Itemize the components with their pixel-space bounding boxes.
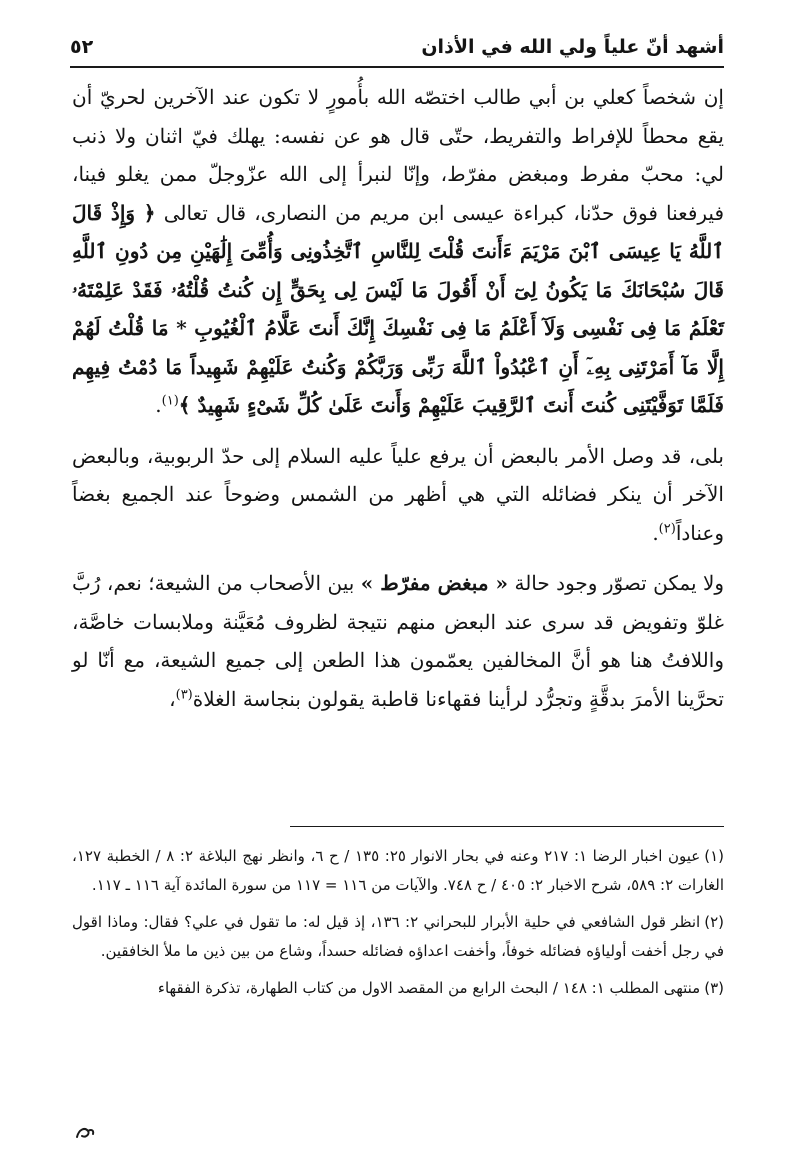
paragraph-3-before: ولا يمكن تصوّر وجود حالة [514, 571, 725, 595]
footnote-text: انظر قول الشافعي في حلية الأبرار للبحراني ٢: ١٣٦، إذ قيل له: ما تقول في علي؟ فقال: وماذا اقول في رجل أخفت أولياؤه فضائله خوفاً، وأخفت اعداؤه فضائله حسداً، وشاع من بين ذين ما ملأ الخافقين. [72, 913, 724, 960]
footnote-ref-2[interactable]: (٢) [658, 520, 676, 536]
paragraph-3: ولا يمكن تصوّر وجود حالة « مبغض مفرّط » بين الأصحاب من الشيعة؛ نعم، رُبَّ غلوّ وتفويض قد سرى عند البعض منهم نتيجة لظروف مُعَيَّنة وملابسات خاصَّة، واللافتُ هنا هو أنَّ المخالفين يعمّمون هذا الطعن إلى جميع الشيعة، مع أنّا لو تحرَّينا الأمرَ بدقَّةٍ وتجرُّد لرأينا فقهاءنا قاطبة يقولون بنجاسة الغلاة$^{(٣)}$، [72, 571, 725, 711]
footnote-text: عيون اخبار الرضا ١: ٢١٧ وعنه في بحار الانوار ٢٥: ١٣٥ / ح ٦، وانظر نهج البلاغة ٢: ٨ / الخطبة ١٢٧، الغارات ٢: ٥٨٩، شرح الاخبار ٢: ٤٠٥ / ح ٧٤٨. والآيات من ١١٦ = ١١٧ من سورة المائدة آية ١١٦ ـ ١١٧. [72, 847, 724, 894]
footnote-ref-3[interactable]: (٣) [175, 686, 193, 702]
footnote-1 [72, 842, 724, 900]
paragraph-2: بلى، قد وصل الأمر بالبعض أن يرفع علياً عليه السلام إلى حدّ الربوبية، وبالبعض الآخر أن ينكر فضائله التي هي أظهر من الشمس وضوحاً عند الجميع بغضاً وعناداً$^{(٢)}$. [72, 443, 725, 545]
footnote-text: منتهى المطلب ١: ١٤٨ / البحث الرابع من المقصد الاول من كتاب الطهارة، تذكرة الفقهاء [157, 979, 701, 997]
paragraph-1: إن شخصاً كعلي بن أبي طالب اختصّه الله بأُمورٍ لا تكون عند الآخرين لحريّ أن يقع محطاً للإفراط والتفريط، حتّى قال هو عن نفسه: يهلك فيّ اثنان ولا ذنب لي: محبّ مفرط ومبغض مفرّط، وإنّا لنبرأ إلى الله عزّوجلّ ممن يغلو فينا، فيرفعنا فوق حدّنا، كبراءة عيسى ابن مريم من النصارى، قال تعالى ﴿ وَإِذْ قَالَ ٱللَّهُ يَا عِيسَى ٱبْنَ مَرْيَمَ ءَأَنتَ قُلْتَ لِلنَّاسِ ٱتَّخِذُونِى وَأُمِّىَ إِلَٰهَيْنِ مِن دُونِ ٱللَّهِ قَالَ سُبْحَانَكَ مَا يَكُونُ لِىٓ أَنْ أَقُولَ مَا لَيْسَ لِى بِحَقٍّ إِن كُنتُ قُلْتُهُۥ فَقَدْ عَلِمْتَهُۥ تَعْلَمُ مَا فِى نَفْسِى وَلَآ أَعْلَمُ مَا فِى نَفْسِكَ إِنَّكَ أَنتَ عَلَّامُ ٱلْغُيُوبِ * مَا قُلْتُ لَهُمْ إِلَّا مَآ أَمَرْتَنِى بِهِۦٓ أَنِ ٱعْبُدُواْ ٱللَّهَ رَبِّى وَرَبَّكُمْ وَكُنتُ عَلَيْهِمْ شَهِيداً مَا دُمْتُ فِيهِم فَلَمَّا تَوَفَّيْتَنِى كُنتَ أَنتَ ٱلرَّقِيبَ عَلَيْهِمْ وَأَنتَ عَلَىٰ كُلِّ شَىْءٍ شَهِيدٌ ﴾$^{(١)}$. [72, 85, 725, 417]
footnotes [72, 842, 724, 1011]
footnote-ref-1[interactable]: (١) [161, 393, 179, 409]
quran-verse: ﴿ وَإِذْ قَالَ ٱللَّهُ يَا عِيسَى ٱبْنَ مَرْيَمَ ءَأَنتَ قُلْتَ لِلنَّاسِ ٱتَّخِذُونِى وَأُمِّىَ إِلَٰهَيْنِ مِن دُونِ ٱللَّهِ قَالَ سُبْحَانَكَ مَا يَكُونُ لِىٓ أَنْ أَقُولَ مَا لَيْسَ لِى بِحَقٍّ إِن كُنتُ قُلْتُهُۥ فَقَدْ عَلِمْتَهُۥ تَعْلَمُ مَا فِى نَفْسِى وَلَآ أَعْلَمُ مَا فِى نَفْسِكَ إِنَّكَ أَنتَ عَلَّامُ ٱلْغُيُوبِ * مَا قُلْتُ لَهُمْ إِلَّا مَآ أَمَرْتَنِى بِهِۦٓ أَنِ ٱعْبُدُواْ ٱللَّهَ رَبِّى وَرَبَّكُمْ وَكُنتُ عَلَيْهِمْ شَهِيداً مَا دُمْتُ فِيهِم فَلَمَّا تَوَفَّيْتَنِى كُنتَ أَنتَ ٱلرَّقِيبَ عَلَيْهِمْ وَأَنتَ عَلَىٰ كُلِّ شَىْءٍ شَهِيدٌ ﴾ [72, 200, 724, 417]
paragraph-3-bold: « مبغض مفرّط » [360, 571, 509, 595]
footnote-number: (٢) [704, 913, 725, 931]
footnote-number: (١) [704, 847, 725, 865]
footnote-divider [290, 826, 724, 827]
footnote-2 [72, 908, 724, 966]
body-text [72, 78, 724, 718]
page-header [70, 32, 724, 68]
continuation-mark-icon [74, 1124, 96, 1142]
paragraph-1-text: إن شخصاً كعلي بن أبي طالب اختصّه الله بأُمورٍ لا تكون عند الآخرين لحريّ أن يقع محطاً للإفراط والتفريط، حتّى قال هو عن نفسه: يهلك فيّ اثنان ولا ذنب لي: محبّ مفرط ومبغض مفرّط، وإنّا لنبرأ إلى الله عزّوجلّ ممن يغلو فينا، فيرفعنا فوق حدّنا، كبراءة عيسى ابن مريم من النصارى، قال تعالى [72, 85, 725, 225]
footnote-3 [72, 974, 724, 1003]
page-number: ٥٢ [70, 36, 94, 58]
footnote-number: (٣) [704, 979, 724, 997]
paragraph-2-text: بلى، قد وصل الأمر بالبعض أن يرفع علياً عليه السلام إلى حدّ الربوبية، وبالبعض الآخر أن ينكر فضائله التي هي أظهر من الشمس وضوحاً عند الجميع بغضاً وعناداً [72, 443, 725, 545]
paragraph-3-after: بين الأصحاب من الشيعة؛ نعم، رُبَّ غلوّ وتفويض قد سرى عند البعض منهم نتيجة لظروف مُعَيَّنة وملابسات خاصَّة، واللافتُ هنا هو أنَّ المخالفين يعمّمون هذا الطعن إلى جميع الشيعة، مع أنّا لو تحرَّينا الأمرَ بدقَّةٍ وتجرُّد لرأينا فقهاءنا قاطبة يقولون بنجاسة الغلاة [72, 571, 724, 711]
running-title: أشهد أنّ علياً ولي الله في الأذان [421, 36, 724, 58]
